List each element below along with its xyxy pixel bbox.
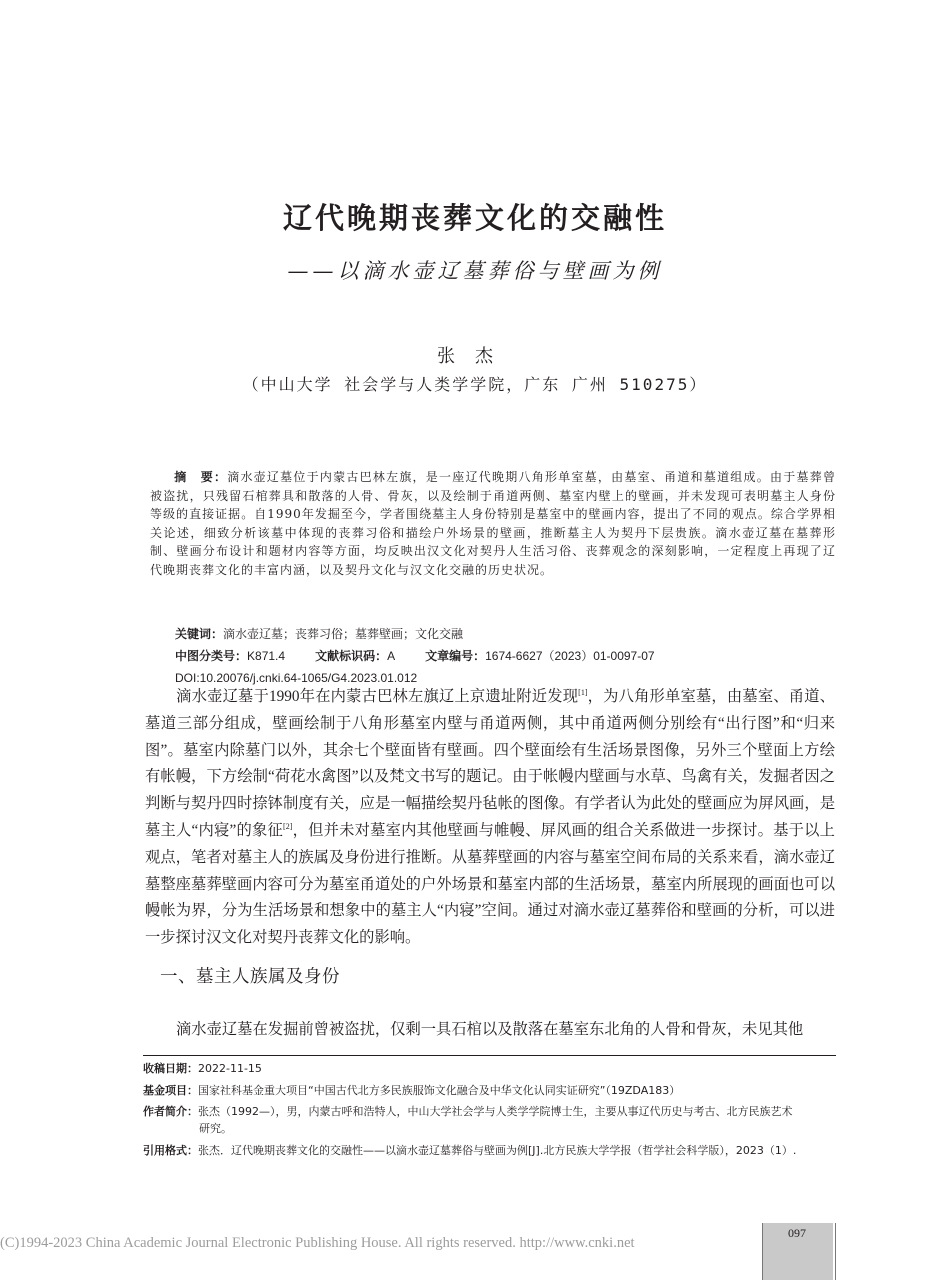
section-heading-1: 一、墓主人族属及身份 [160, 967, 340, 987]
p1-text-c: ，但并未对墓室内其他壁画与帷幔、屏风画的组合关系做进一步探讨。基于以上观点，笔者对墓主人的族属及身份进行推断。从墓葬壁画的内容与墓室空间布局的关系来看，滴水壶辽墓整座墓葬壁画内容可分为墓室甬道处的户外场景和墓室内部的生活场景，墓室内所展现的画面也可以幔帐为界，分为生活场景和想象中的墓主人“内寝”空间。通过对滴水壶辽墓葬俗和壁画的分析，可以进一步探讨汉文化对契丹丧葬文化的影响。 [145, 821, 835, 947]
article-subtitle: ——以滴水壶辽墓葬俗与壁画为例 [287, 259, 663, 283]
doc-code-value: A [387, 649, 396, 663]
author-bio-label: 作者简介： [143, 1105, 198, 1118]
classification-line [175, 647, 655, 665]
doc-code-label: 文献标识码： [315, 649, 388, 663]
footnote-author-continued: 研究。 [199, 1122, 232, 1135]
article-title: 辽代晚期丧葬文化的交融性 [282, 201, 667, 235]
page-tab-divider [835, 1223, 836, 1280]
footnote-fund [143, 1083, 843, 1099]
footnote-citation [143, 1143, 843, 1159]
body-paragraph-2 [145, 1017, 835, 1044]
author-name: 张杰 [437, 346, 513, 367]
keywords [175, 625, 463, 643]
footnote-divider [143, 1055, 836, 1056]
article-number-value: 1674-6627（2023）01-0097-07 [485, 649, 655, 663]
footnote-received [143, 1061, 843, 1077]
keywords-label: 关键词： [175, 627, 224, 641]
author-bio-text: 张杰（1992—），男，内蒙古呼和浩特人，中山大学社会学与人类学学院博士生，主要从事辽代历史与考古、北方民族艺术 [198, 1105, 793, 1118]
author-affiliation: （中山大学 社会学与人类学学院，广东 广州 510275） [242, 375, 708, 394]
keywords-text: 滴水壶辽墓；丧葬习俗；墓葬壁画；文化交融 [223, 627, 464, 641]
copyright-watermark: (C)1994-2023 China Academic Journal Electronic Publishing House. All rights reserved. http://www.cnki.net [0, 1235, 635, 1251]
fund-text: 国家社科基金重大项目“中国古代北方多民族服饰文化融合及中华文化认同实证研究”（19ZDA183） [198, 1084, 681, 1097]
doi: DOI:10.20076/j.cnki.64-1065/G4.2023.01.012 [175, 671, 418, 685]
p1-text-b: ，为八角形单室墓，由墓室、甬道、墓道三部分组成，壁画绘制于八角形墓室内壁与甬道两侧，其中甬道两侧分别绘有“出行图”和“归来图”。墓室内除墓门以外，其余七个壁面皆有壁画。四个壁面绘有生活场景图像，另外三个壁面上方绘有帐幔，下方绘制“荷花水禽图”以及梵文书写的题记。由于帐幔内壁画与水草、鸟禽有关，发掘者因之判断与契丹四时捺钵制度有关，应是一幅描绘契丹毡帐的图像。有学者认为此处的壁画应为屏风画，是墓主人“内寝”的象征 [145, 688, 835, 839]
abstract [150, 468, 836, 579]
body-paragraph-1 [145, 684, 835, 952]
page-number: 097 [788, 1226, 806, 1240]
citation-format-text: 张杰．辽代晚期丧葬文化的交融性——以滴水壶辽墓葬俗与壁画为例[J].北方民族大学学报（哲学社会科学版），2023（1）. [198, 1144, 797, 1157]
clc-value: K871.4 [247, 649, 286, 663]
received-label: 收稿日期： [143, 1062, 198, 1075]
citation-ref-2[interactable]: [2] [283, 821, 293, 831]
citation-format-label: 引用格式： [143, 1144, 198, 1157]
article-number-label: 文章编号： [425, 649, 486, 663]
p1-text-a: 滴水壶辽墓于1990年在内蒙古巴林左旗辽上京遗址附近发现 [176, 688, 579, 705]
clc-label: 中图分类号： [175, 649, 248, 663]
footnote-author [143, 1104, 843, 1120]
received-date: 2022-11-15 [198, 1062, 262, 1075]
fund-label: 基金项目： [143, 1084, 198, 1097]
abstract-text: 滴水壶辽墓位于内蒙古巴林左旗，是一座辽代晚期八角形单室墓，由墓室、甬道和墓道组成。由于墓葬曾被盗扰，只残留石棺葬具和散落的人骨、骨灰，以及绘制于甬道两侧、墓室内壁上的壁画，并未发现可表明墓主人身份等级的直接证据。自1990年发掘至今，学者围绕墓主人身份特别是墓室中的壁画内容，提出了不同的观点。综合学界相关论述，细致分析该墓中体现的丧葬习俗和描绘户外场景的壁画，推断墓主人为契丹下层贵族。滴水壶辽墓在墓葬形制、壁画分布设计和题材内容等方面，均反映出汉文化对契丹人生活习俗、丧葬观念的深刻影响，一定程度上再现了辽代晚期丧葬文化的丰富内涵，以及契丹文化与汉文化交融的历史状况。 [150, 470, 836, 577]
abstract-label: 摘 要： [174, 470, 228, 484]
p2-text: 滴水壶辽墓在发掘前曾被盗扰，仅剩一具石棺以及散落在墓室东北角的人骨和骨灰，未见其他 [176, 1021, 804, 1038]
citation-ref-1[interactable]: [1] [578, 688, 588, 697]
